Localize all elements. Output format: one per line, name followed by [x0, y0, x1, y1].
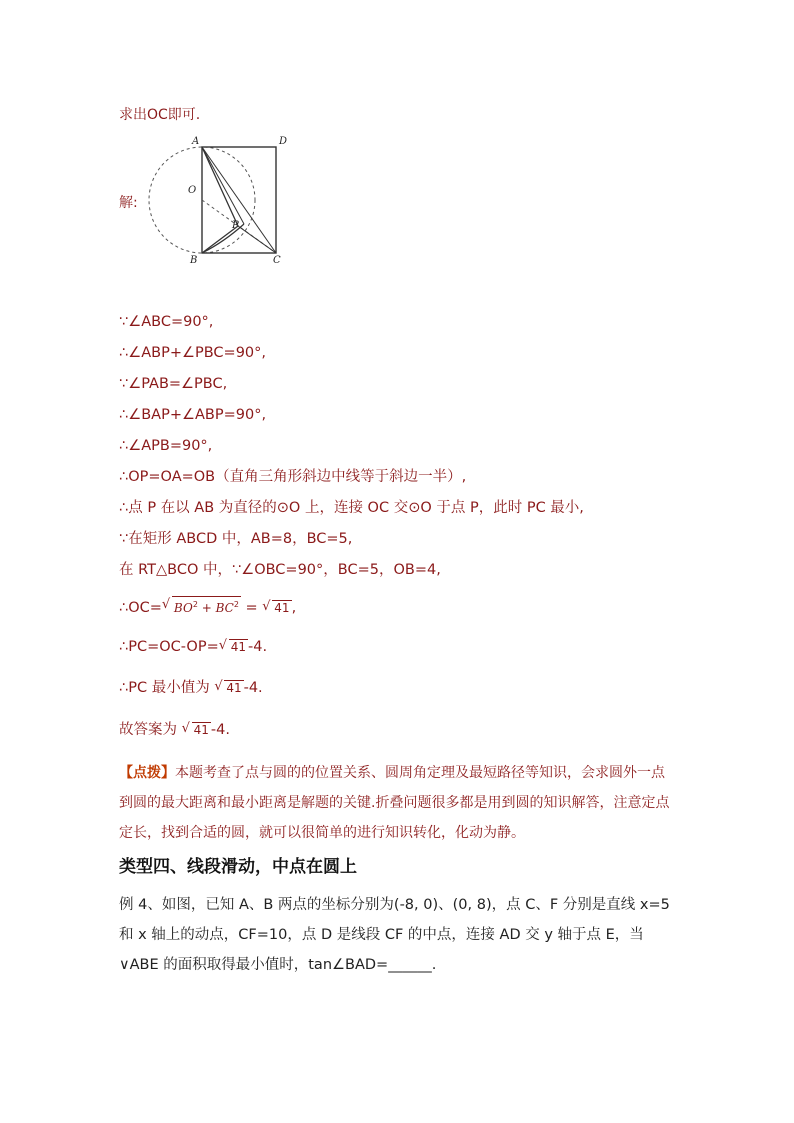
label-a: A — [192, 136, 200, 147]
oc-eq: = — [240, 600, 263, 616]
answer-line — [119, 720, 230, 740]
tip-tag: 【点拨】 — [119, 765, 175, 781]
pc-formula-line — [119, 637, 267, 657]
sqrt-41-a: √ 41 — [264, 598, 291, 618]
pc-min-line — [119, 678, 263, 698]
pc-prefix: ∴PC=OC-OP= — [119, 639, 219, 655]
rad-bo: BO — [173, 601, 193, 615]
step-line-2: ∴∠ABP+∠PBC=90°, — [119, 345, 267, 361]
step-line-9: 在 RT△BCO 中，∵∠OBC=90°，BC=5，OB=4, — [119, 562, 441, 578]
answer-prefix: 故答案为 — [119, 722, 182, 738]
oc-formula-line — [119, 596, 296, 618]
sqrt-41-b: √ 41 — [221, 637, 248, 657]
sqrt-41-d: √ 41 — [184, 720, 211, 740]
sqrt-sum — [164, 596, 241, 618]
pc-suffix: -4. — [248, 639, 268, 655]
oc-prefix: ∴OC= — [119, 600, 162, 616]
solution-label: 解: — [119, 195, 138, 211]
segment-pc — [238, 226, 276, 253]
tip-text: 本题考查了点与圆的的位置关系、圆周角定理及最短路径等知识，会求圆外一点到圆的最大距离和最小距离是解题的关键.折叠问题很多都是用到圆的知识解答，注意定点定长，找到合适的圆，就可以很简单的进行知识转化，化动为静。 — [119, 765, 670, 841]
segment-a-mid — [202, 147, 244, 224]
oc-suffix: , — [291, 600, 297, 616]
label-b: B — [190, 255, 198, 266]
step-line-3: ∵∠PAB=∠PBC, — [119, 376, 228, 392]
label-p: P — [232, 220, 239, 231]
sqrt-41-c: √ 41 — [216, 678, 243, 698]
section-heading: 类型四、线段滑动，中点在圆上 — [119, 857, 357, 877]
step-line-1: ∵∠ABC=90°, — [119, 314, 214, 330]
step-line-7: ∴点 P 在以 AB 为直径的⊙O 上，连接 OC 交⊙O 于点 P，此时 PC 最小, — [119, 500, 584, 516]
label-d: D — [279, 136, 288, 147]
pcmin-prefix: ∴PC 最小值为 — [119, 680, 215, 696]
step-line-8: ∵在矩形 ABCD 中，AB=8，BC=5, — [119, 531, 353, 547]
answer-suffix: -4. — [210, 722, 230, 738]
rad-bo-exp: 2 — [192, 600, 198, 609]
step-line-5: ∴∠APB=90°, — [119, 438, 213, 454]
step-line-4: ∴∠BAP+∠ABP=90°, — [119, 407, 267, 423]
rad-bc-exp: 2 — [233, 600, 239, 609]
tip-paragraph — [119, 758, 675, 848]
rad-bc: BC — [215, 601, 234, 615]
rad-plus: + — [197, 601, 216, 615]
example-problem: 例 4、如图，已知 A、B 两点的坐标分别为(-8, 0)、(0, 8)，点 C、F 分别是直线 x=5 和 x 轴上的动点，CF=10，点 D 是线段 CF 的中点，连接 AD 交 y 轴于点 E，当∨ABE 的面积取得最小值时，tan∠BAD=______. — [119, 897, 670, 973]
geometry-figure — [146, 130, 296, 266]
segment-ap — [202, 147, 238, 226]
step-line-6: ∴OP=OA=OB（直角三角形斜边中线等于斜边一半）, — [119, 469, 467, 485]
segment-ac — [202, 147, 276, 253]
pcmin-suffix: -4. — [243, 680, 263, 696]
label-o: O — [188, 185, 197, 196]
label-c: C — [273, 255, 281, 266]
intro-text: 求出OC即可. — [119, 107, 201, 123]
